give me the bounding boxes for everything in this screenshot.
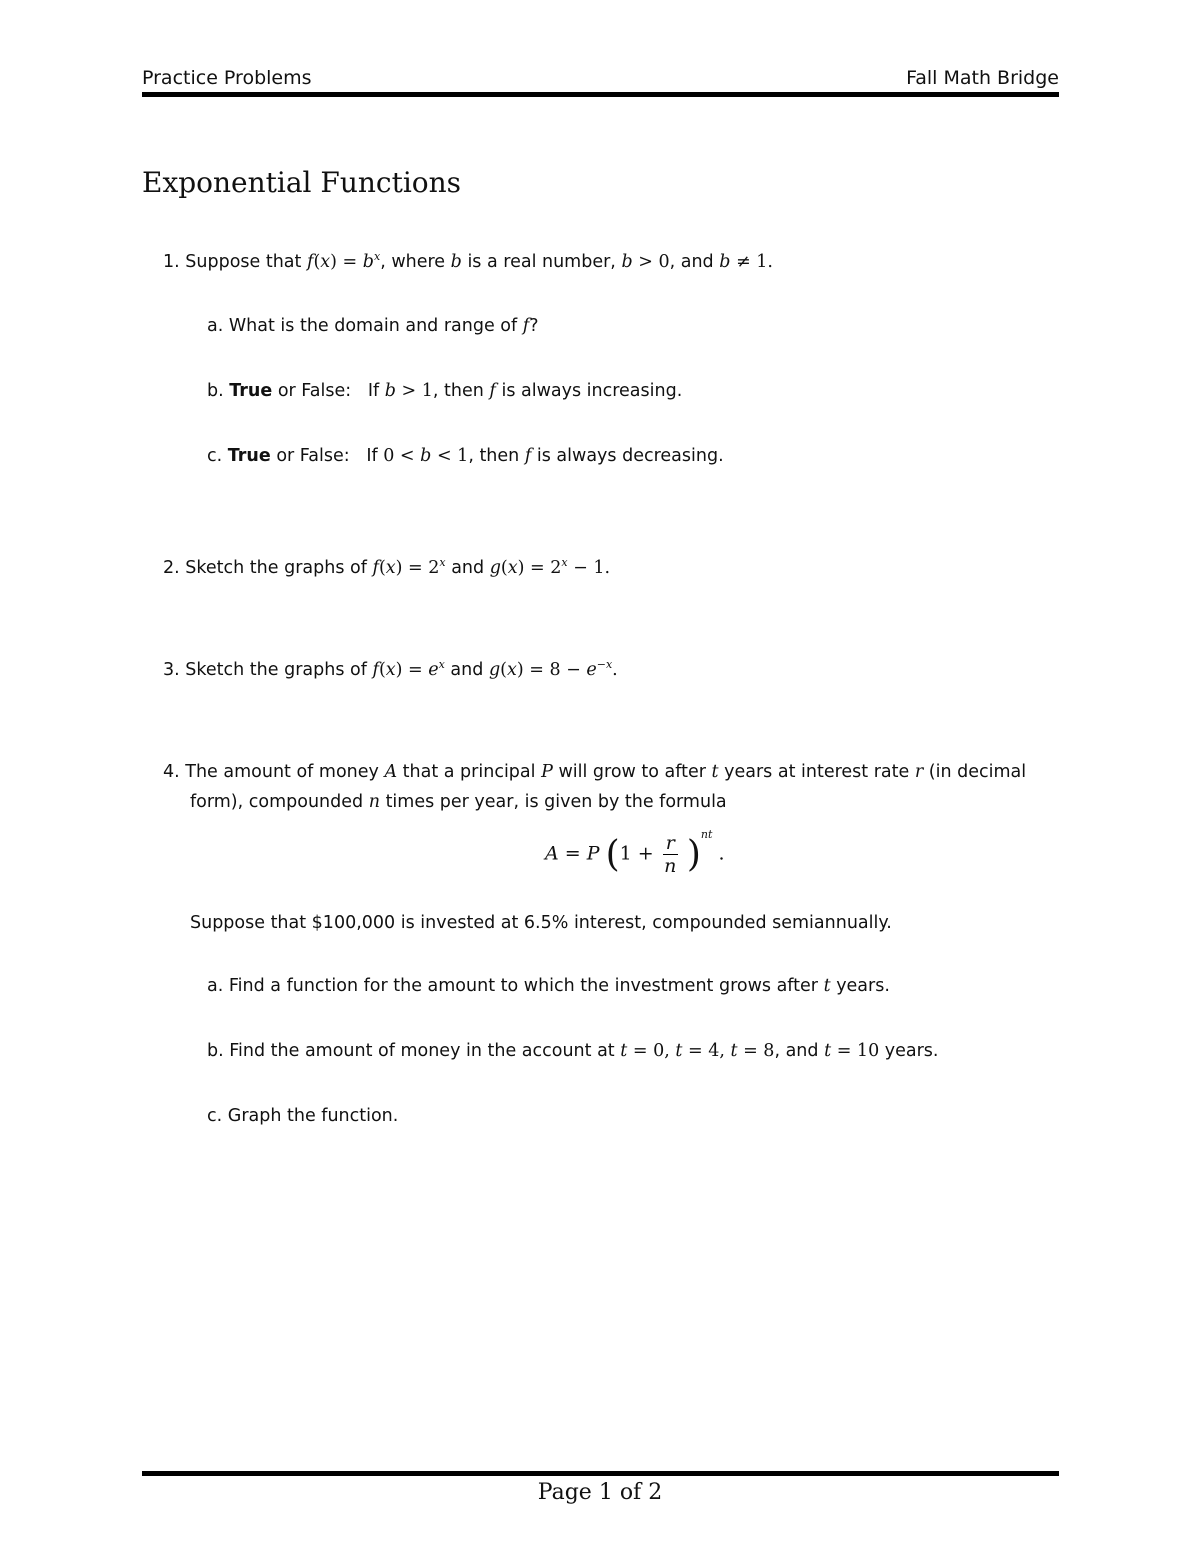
problem-4b: b. Find the amount of money in the account at t = 0, t = 4, t = 8, and t = 10 years. bbox=[207, 1041, 939, 1061]
problem-1: 1. Suppose that $f(x) = b^x$, where b is a real number, b > 0, and b ≠ 1. bbox=[163, 250, 773, 272]
page-title: Exponential Functions bbox=[142, 166, 462, 199]
header-left: Practice Problems bbox=[142, 67, 312, 89]
problem-1a: a. What is the domain and range of f? bbox=[207, 316, 539, 336]
problem-4-line1: 4. The amount of money A that a principal P will grow to after t years at interest rate r (in decimal bbox=[163, 762, 1027, 782]
problem-1-num: 1. bbox=[163, 252, 180, 272]
problem-1b: b. True or False: If b > 1, then f is always increasing. bbox=[207, 381, 683, 401]
page-number: Page 1 of 2 bbox=[537, 1480, 663, 1505]
problem-4c: c. Graph the function. bbox=[207, 1106, 399, 1126]
header-right: Fall Math Bridge bbox=[906, 67, 1059, 89]
footer-rule bbox=[142, 1471, 1059, 1476]
problem-4-setup: Suppose that $100,000 is invested at 6.5% interest, compounded semiannually. bbox=[190, 913, 892, 933]
problem-1c: c. True or False: If 0 < b < 1, then f is always decreasing. bbox=[207, 446, 724, 466]
problem-3: 3. Sketch the graphs of $f(x) = e^x$ and $g(x) = 8 - e^{-x}$. bbox=[163, 658, 618, 680]
header-rule bbox=[142, 92, 1059, 97]
compound-interest-formula: A = P (1 + $\frac{r}{n}$ )$^{nt}$ . bbox=[545, 828, 725, 877]
problem-4-line2: form), compounded n times per year, is given by the formula bbox=[190, 792, 727, 812]
problem-4a: a. Find a function for the amount to which the investment grows after t years. bbox=[207, 976, 890, 996]
problem-2: 2. Sketch the graphs of $f(x) = 2^x$ and $g(x) = 2^x - 1$. bbox=[163, 556, 611, 578]
